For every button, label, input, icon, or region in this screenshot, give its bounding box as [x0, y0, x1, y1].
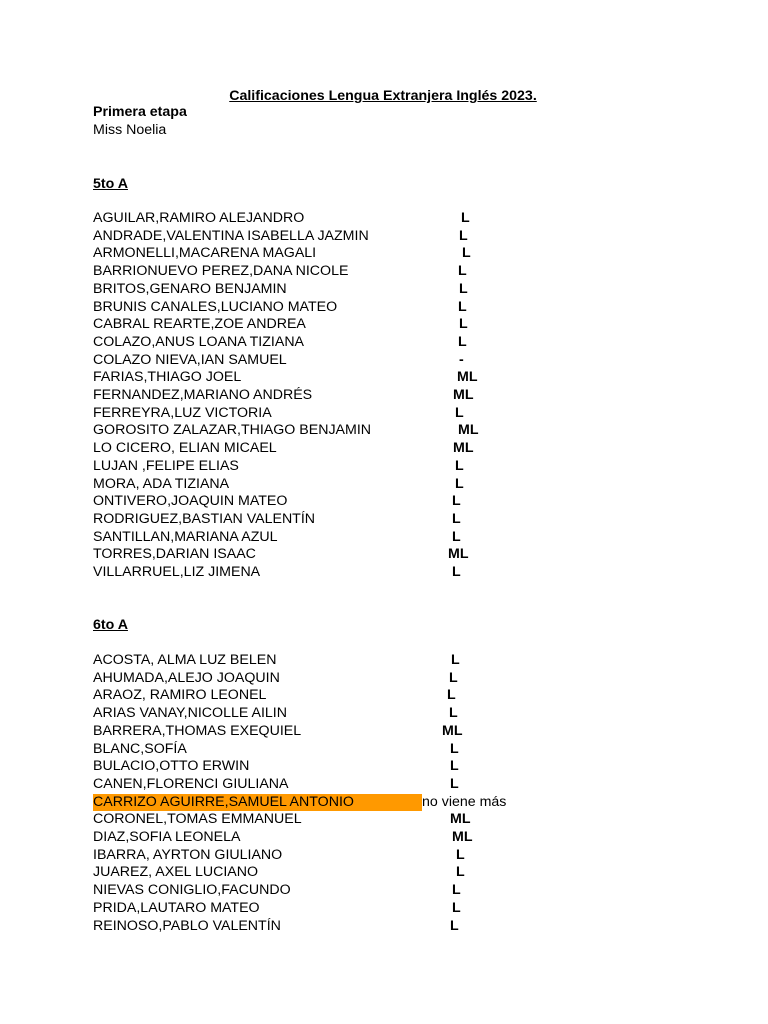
- table-row: [0, 299, 768, 317]
- student-name: TORRES,DARIAN ISAAC: [93, 546, 256, 563]
- student-name: VILLARRUEL,LIZ JIMENA: [93, 564, 261, 580]
- student-name: FERNANDEZ,MARIANO ANDRÉS: [93, 387, 313, 403]
- table-row: [0, 263, 768, 281]
- table-row: [0, 723, 768, 741]
- student-grade: L: [461, 210, 470, 226]
- student-name: BULACIO,OTTO ERWIN: [93, 758, 250, 775]
- student-grade: L: [452, 882, 461, 899]
- student-grade: ML: [452, 829, 473, 845]
- student-grade: no viene más: [422, 793, 507, 810]
- student-grade: ML: [453, 440, 474, 457]
- table-row: [0, 369, 768, 387]
- student-name: ONTIVERO,JOAQUIN MATEO: [93, 493, 288, 510]
- student-grade: ML: [450, 811, 471, 828]
- student-grade: ML: [442, 722, 463, 739]
- table-row: [0, 741, 768, 759]
- table-row: [0, 546, 768, 564]
- student-name: CANEN,FLORENCI GIULIANA: [93, 775, 289, 792]
- student-grade: L: [451, 652, 460, 668]
- table-row: [0, 316, 768, 334]
- student-name: ARAOZ, RAMIRO LEONEL: [93, 687, 267, 704]
- student-grade: L: [459, 280, 468, 297]
- student-name: AHUMADA,ALEJO JOAQUIN: [93, 669, 280, 686]
- teacher-name: Miss Noelia: [93, 122, 167, 138]
- student-name: ACOSTA, ALMA LUZ BELEN: [93, 652, 277, 668]
- stage-label: Primera etapa: [93, 104, 187, 120]
- student-name: BARRIONUEVO PEREZ,DANA NICOLE: [93, 263, 349, 280]
- student-name: CABRAL REARTE,ZOE ANDREA: [93, 316, 306, 333]
- student-grade: L: [450, 740, 459, 757]
- student-name: GOROSITO ZALAZAR,THIAGO BENJAMIN: [93, 422, 372, 439]
- table-row: [0, 864, 768, 882]
- student-name: RODRIGUEZ,BASTIAN VALENTÍN: [93, 510, 316, 527]
- student-name: FARIAS,THIAGO JOEL: [93, 369, 242, 386]
- table-row: [0, 652, 768, 670]
- student-grade: -: [459, 351, 464, 368]
- student-name: AGUILAR,RAMIRO ALEJANDRO: [93, 210, 305, 226]
- student-name: ARIAS VANAY,NICOLLE AILIN: [93, 705, 287, 722]
- student-name: BRITOS,GENARO BENJAMIN: [93, 280, 287, 297]
- table-row: [0, 245, 768, 263]
- table-row: [0, 776, 768, 794]
- student-grade: L: [459, 227, 468, 244]
- student-name: SANTILLAN,MARIANA AZUL: [93, 528, 278, 545]
- student-grade: L: [450, 917, 459, 934]
- table-row: [0, 352, 768, 370]
- student-grade: L: [458, 263, 467, 280]
- table-row: [0, 440, 768, 458]
- table-row: [0, 829, 768, 847]
- student-grade: ML: [457, 369, 478, 386]
- table-row: [0, 281, 768, 299]
- student-name: LUJAN ,FELIPE ELIAS: [93, 457, 239, 474]
- table-row: [0, 405, 768, 423]
- table-row: [0, 687, 768, 705]
- table-row: [0, 564, 768, 582]
- student-grade: L: [458, 298, 467, 315]
- student-grade: L: [452, 564, 461, 580]
- student-name: MORA, ADA TIZIANA: [93, 475, 230, 492]
- student-name: FERREYRA,LUZ VICTORIA: [93, 404, 272, 421]
- student-grade: L: [452, 493, 461, 510]
- student-name: BRUNIS CANALES,LUCIANO MATEO: [93, 298, 338, 315]
- document-title: Calificaciones Lengua Extranjera Inglés 2023.: [229, 88, 537, 104]
- table-row: [0, 918, 768, 936]
- student-grade: ML: [458, 422, 479, 439]
- table-row: [0, 705, 768, 723]
- table-row: [0, 900, 768, 918]
- table-row: [0, 458, 768, 476]
- student-grade: L: [452, 899, 461, 916]
- student-grade: L: [462, 245, 471, 262]
- table-row: [0, 529, 768, 547]
- table-row: [0, 882, 768, 900]
- student-name: CORONEL,TOMAS EMMANUEL: [93, 811, 302, 828]
- student-name: REINOSO,PABLO VALENTÍN: [93, 917, 281, 934]
- student-name: COLAZO NIEVA,IAN SAMUEL: [93, 351, 287, 368]
- student-grade: L: [456, 864, 465, 881]
- table-row: [0, 210, 768, 228]
- student-name: LO CICERO, ELIAN MICAEL: [93, 440, 277, 457]
- student-name: CARRIZO AGUIRRE,SAMUEL ANTONIO: [93, 794, 422, 812]
- student-name: DIAZ,SOFIA LEONELA: [93, 829, 241, 845]
- student-name: ANDRADE,VALENTINA ISABELLA JAZMIN: [93, 227, 369, 244]
- table-row: [0, 758, 768, 776]
- table-row: [0, 811, 768, 829]
- student-grade: ML: [453, 387, 474, 403]
- section-heading-6to-a: 6to A: [93, 617, 128, 633]
- student-grade: L: [452, 510, 461, 527]
- table-row: [0, 493, 768, 511]
- student-grade: L: [452, 528, 461, 545]
- student-grade: L: [449, 669, 458, 686]
- table-row: [0, 476, 768, 494]
- student-name: BARRERA,THOMAS EXEQUIEL: [93, 722, 302, 739]
- table-row: [0, 847, 768, 865]
- student-name: JUAREZ, AXEL LUCIANO: [93, 864, 259, 881]
- student-name: IBARRA, AYRTON GIULIANO: [93, 846, 283, 863]
- table-row: [0, 334, 768, 352]
- student-grade: L: [458, 333, 467, 350]
- student-name: COLAZO,ANUS LOANA TIZIANA: [93, 333, 305, 350]
- student-grade: L: [455, 475, 464, 492]
- table-row: [0, 511, 768, 529]
- student-grade: L: [447, 687, 456, 704]
- student-name: PRIDA,LAUTARO MATEO: [93, 899, 260, 916]
- student-grade: ML: [448, 546, 469, 563]
- student-grade: L: [459, 316, 468, 333]
- student-grade: L: [456, 846, 465, 863]
- student-name: BLANC,SOFÍA: [93, 740, 187, 757]
- table-row: [0, 794, 768, 812]
- table-row: [0, 422, 768, 440]
- student-grade: L: [449, 705, 458, 722]
- table-row: [0, 670, 768, 688]
- student-grade: L: [455, 404, 464, 421]
- student-grade: L: [455, 457, 464, 474]
- table-row: [0, 228, 768, 246]
- student-grade: L: [450, 758, 459, 775]
- table-row: [0, 387, 768, 405]
- section-heading-5to-a: 5to A: [93, 176, 128, 192]
- student-name: NIEVAS CONIGLIO,FACUNDO: [93, 882, 291, 899]
- student-name: ARMONELLI,MACARENA MAGALI: [93, 245, 317, 262]
- student-grade: L: [450, 775, 459, 792]
